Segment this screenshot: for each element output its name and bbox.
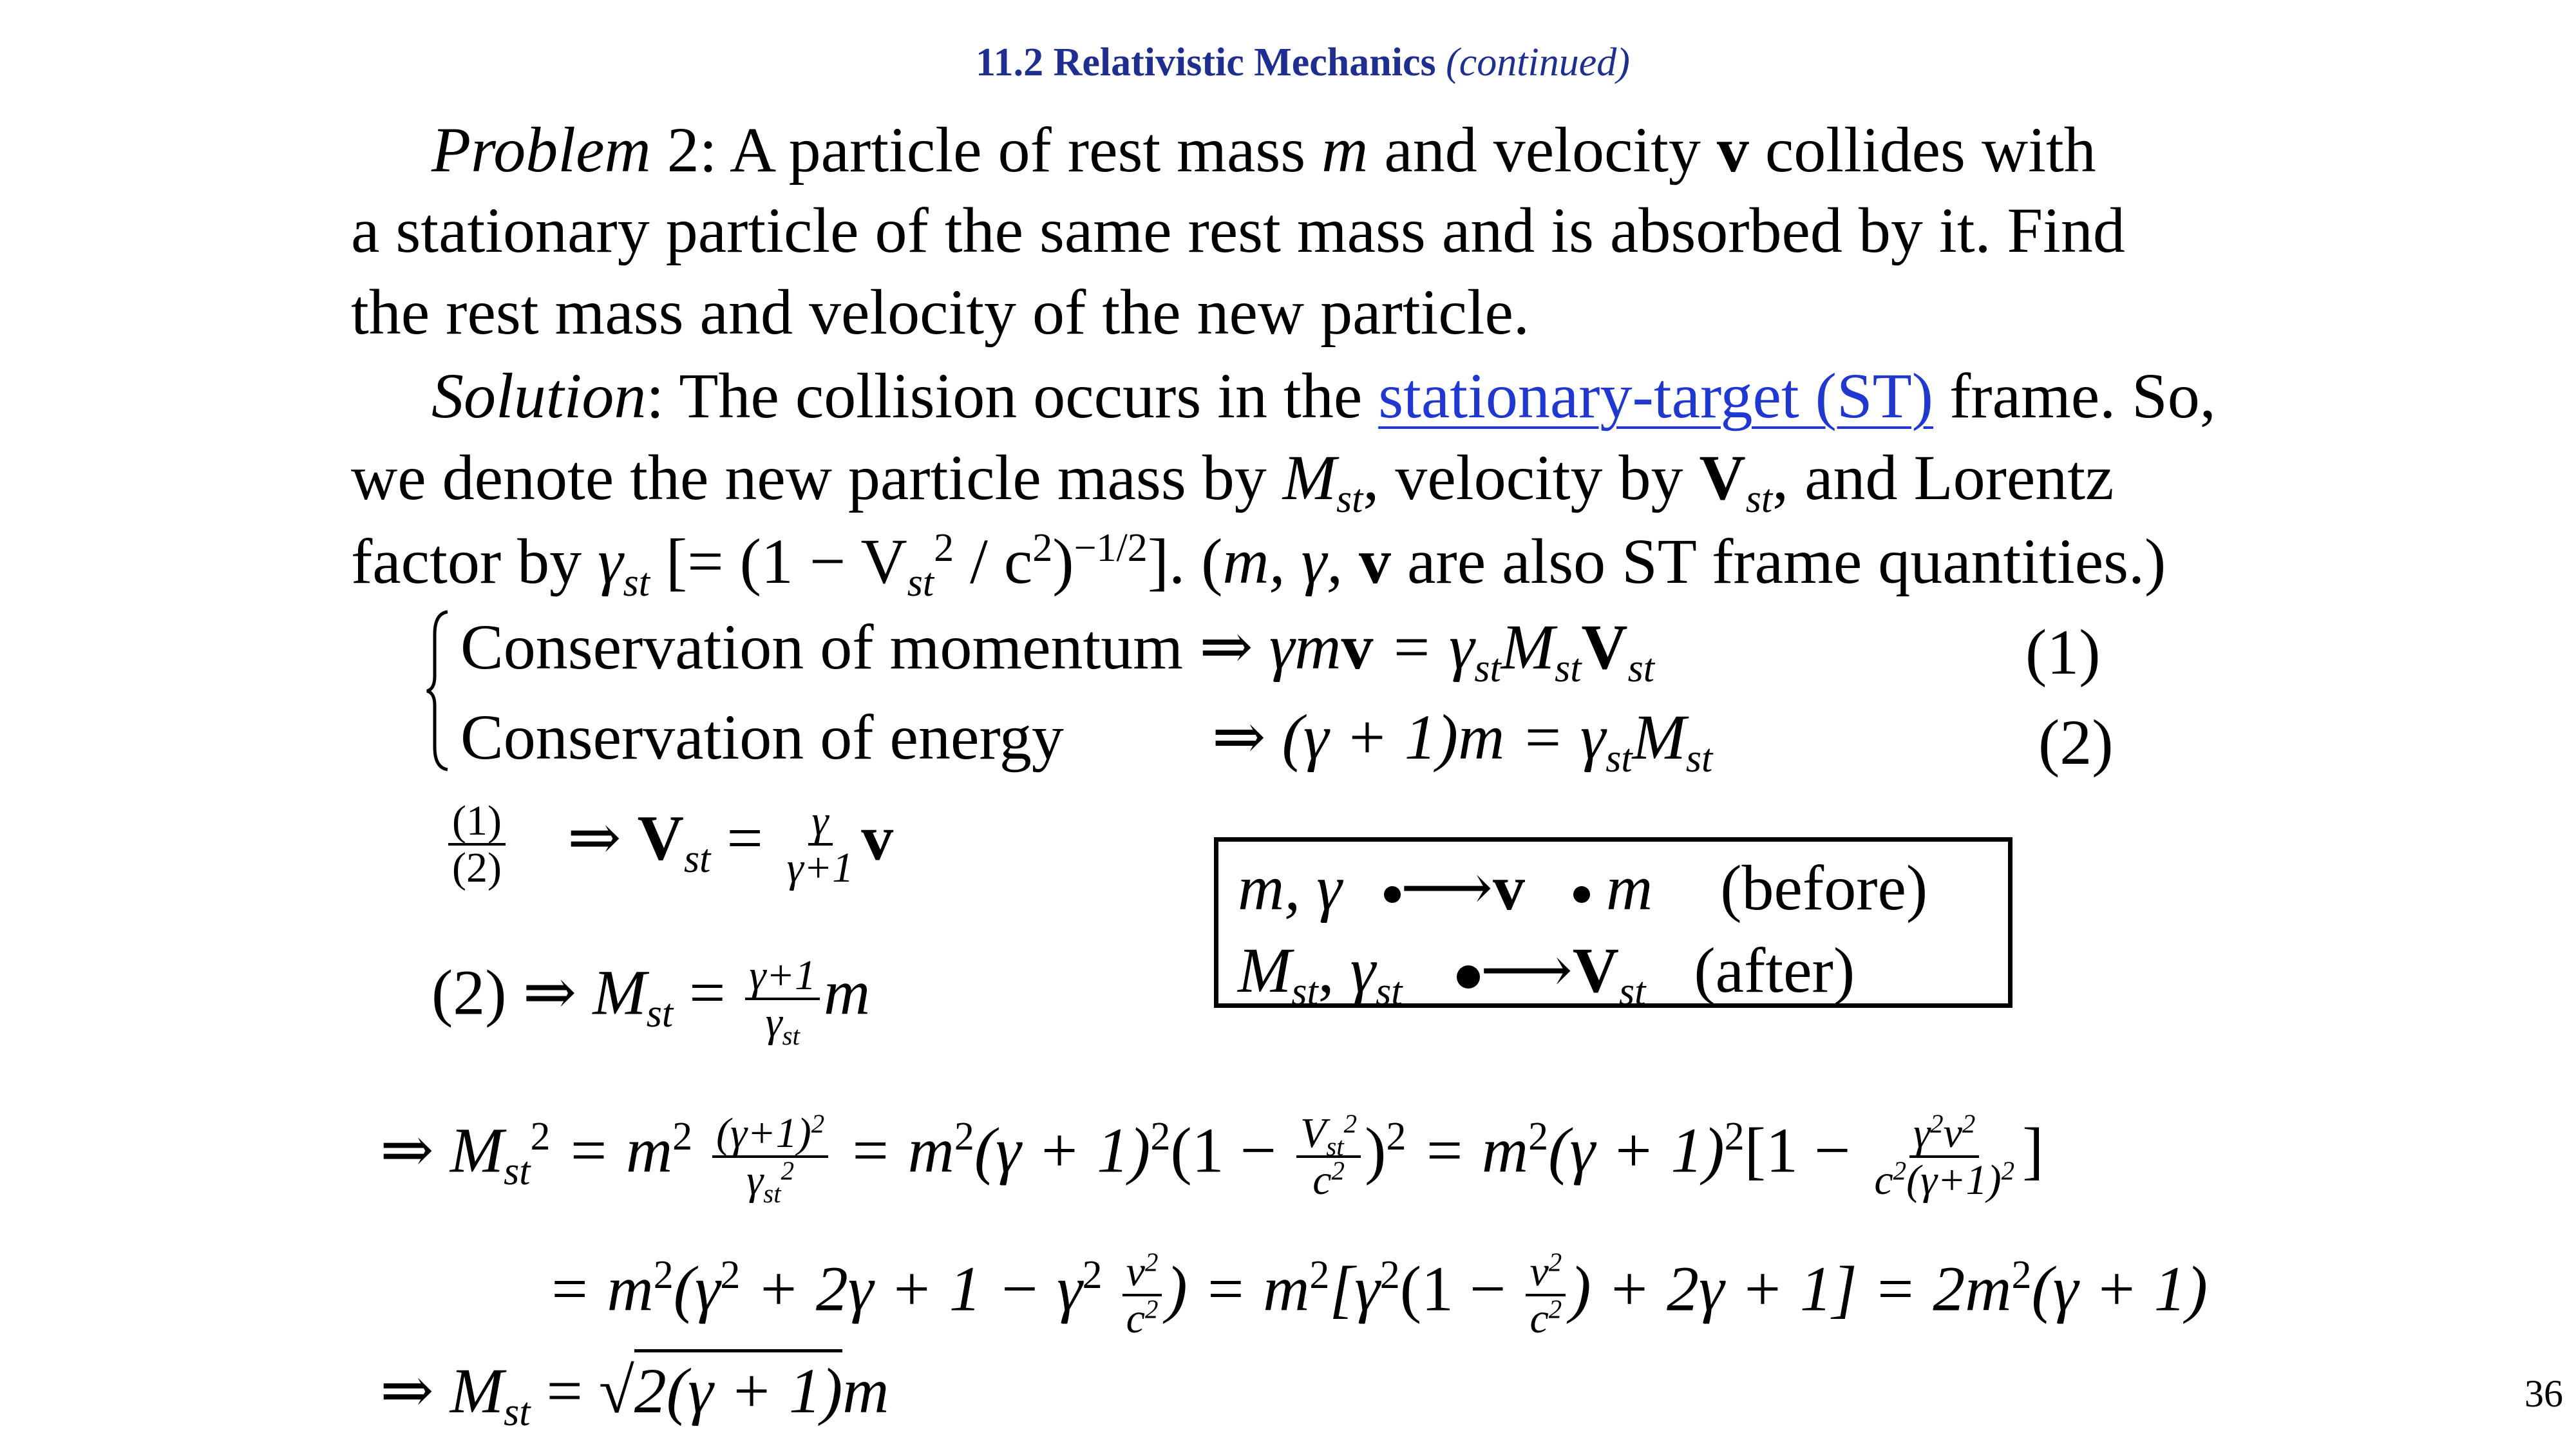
l4-b: (γ [673,1253,721,1325]
mst-den-sub: st [782,1021,800,1051]
l3-h: [1 − [1744,1114,1851,1186]
diagram-before-label: (before) [1720,852,1928,923]
solution-line-3 [351,526,2166,605]
l3-c: (γ + 1) [974,1114,1151,1186]
mst-M-sub: st [646,992,674,1036]
diagram-after-gamma-sub: st [1376,969,1403,1014]
diagram-before-v: v [1492,852,1525,923]
momentum-eq-lhs: γm [1269,611,1341,683]
momentum-eq-mid: = γ [1389,611,1475,683]
momentum-v: v [1341,611,1374,683]
l4-h: (γ + 1) [2031,1253,2208,1325]
gamma-st-symbol: γ [598,526,623,597]
final-m: m [842,1355,889,1426]
l4-c: + 2γ + 1 − γ [756,1253,1083,1325]
solution-line3-vars: m, γ, [1222,526,1343,597]
diagram-after-label: (after) [1694,934,1855,1006]
problem-label: Problem [431,114,651,185]
en-M: M [1632,701,1686,773]
ratio-fraction [448,799,506,891]
l3-frac2-den-sq: 2 [1331,1156,1345,1186]
en-M-sub: st [1685,736,1713,781]
l3-frac3-den [1870,1158,2018,1202]
mom-M: M [1501,611,1555,683]
ratio-den: (2) [452,844,502,892]
problem-line1-mid: and velocity [1384,114,1701,185]
l3-frac3-num [1909,1111,1979,1158]
v-st-sub: st [907,560,934,605]
diagram-stationary-m: m [1605,852,1653,923]
l4-d: ) = m [1166,1253,1310,1325]
l3-frac1-den-sub: st [763,1179,781,1209]
l4-frac2-num-sq: 2 [1548,1247,1562,1277]
mst-m: m [824,956,871,1028]
diagram-after-M-sub: st [1291,969,1318,1014]
mst-M: M [592,956,647,1028]
l3-frac3-den-g: (γ+1) [1906,1157,2002,1204]
vst-fraction [783,799,858,891]
l3-frac3 [1870,1111,2018,1203]
momentum-label: Conservation of momentum [460,611,1184,683]
equation-number-2: (2) [2038,706,2114,778]
l3-frac3-den-c: c [1874,1157,1893,1204]
l4-frac1 [1122,1249,1162,1341]
page-number: 36 [2524,1372,2563,1415]
particle-dot-1 [1384,886,1401,903]
l3-M-sq: 2 [530,1115,551,1159]
l4-frac1-den-sq: 2 [1144,1294,1159,1324]
l3-M-sub: st [504,1150,531,1194]
mst-derivation: (2) ⇒ $M_{st}$ = $\frac{\gamma+1}{\gamma_{st}}$ m [431,952,871,1051]
mom-V: V [1581,611,1628,683]
equation-number-1: (1) [2025,616,2101,688]
l3-frac1-den-sq: 2 [781,1156,795,1186]
l3-a: = m [566,1114,673,1186]
l3-frac1-den [743,1156,798,1209]
velocity-symbol: v [1716,114,1749,185]
l3-frac1-num-text: (γ+1) [716,1110,811,1157]
implies-2: ⇒ [1211,701,1266,773]
particle-dot-merged [1457,965,1480,989]
l4-frac2-den-sq: 2 [1548,1294,1562,1324]
solution-line3-f: are also ST frame quantities.) [1407,526,2166,597]
momentum-row [460,611,1654,690]
mst-squared-line-2 [547,1249,2208,1341]
l3-i: ] [2022,1114,2044,1186]
before-arrow: ⟶ [1400,852,1493,923]
vst-symbol: V [1699,442,1746,513]
l4-g-sq: 2 [2011,1253,2032,1298]
vst-sub: st [1745,477,1773,521]
implies-3: ⇒ [567,802,621,874]
sqrt-content [634,1349,843,1426]
l3-frac2-num-sub: st [1326,1132,1344,1162]
left-brace [425,609,451,773]
l3-b-sq: 2 [954,1115,974,1159]
final-M: M [450,1355,504,1426]
vst-v: v [861,802,894,874]
exp-neg-half: −1/2 [1074,526,1148,570]
solution-line1-start[interactable]: The collision occurs in the [679,360,1363,431]
vst-V: V [637,802,684,874]
mst-symbol: M [1282,442,1337,513]
l3-frac1-num [712,1111,828,1158]
solution-line2-b: , velocity by [1363,442,1683,513]
problem-line-1 [431,114,2096,185]
l3-frac2-num [1296,1109,1361,1162]
l4-frac1-den [1122,1296,1162,1341]
implies-5: ⇒ [380,1114,434,1186]
l4-g: ) + 2γ + 1] = 2m [1569,1253,2012,1325]
l4-frac2-num [1526,1249,1566,1296]
l3-e: ) [1365,1114,1387,1186]
l4-frac1-num [1122,1249,1162,1296]
header-close-paren: ) [1616,41,1630,84]
solution-line3-a: factor by [351,526,582,597]
mst-num: γ+1 [745,953,820,1000]
solution-line2-c: , and Lorentz [1772,442,2114,513]
diagram-before-mass: m, γ [1238,852,1342,923]
stationary-target-link[interactable]: stationary-target (ST) [1378,360,1933,431]
mst-squared-line-1 [380,1109,2044,1209]
l3-d: (1 − [1170,1114,1277,1186]
solution-line3-b: [= (1 − V [665,526,907,597]
l3-frac2-num-sq: 2 [1343,1109,1358,1139]
mst-fraction [745,952,820,1051]
after-arrow: ⟶ [1480,934,1573,1006]
mom-M-sub: st [1555,646,1582,690]
solution-line-2 [351,442,2114,521]
l3-frac1-num-sq: 2 [811,1109,825,1139]
v-st-sq: 2 [934,526,954,570]
energy-label: Conservation of energy [460,701,1064,773]
l3-frac2 [1296,1111,1361,1203]
vst-derivation: $\frac{(1)}{(2)}$ ⇒ $V_{st}$ = $\frac{\gamma}{\gamma+1}$ v [444,799,893,891]
l4-f: (1 − [1399,1253,1506,1325]
v-bold: v [1359,526,1392,597]
l4-frac1-den-c: c [1126,1295,1145,1343]
mom-gamma-sub: st [1474,646,1501,690]
l3-frac2-den [1309,1158,1349,1202]
mst-den-gamma: γ [765,999,782,1046]
final-M-sub: st [504,1390,531,1434]
l4-e-sq: 2 [1379,1253,1400,1298]
l3-f-sq: 2 [1528,1115,1549,1159]
l3-b: = m [848,1114,954,1186]
solution-line3-e: ]. ( [1147,526,1223,597]
mst-final [380,1355,889,1434]
energy-row [460,701,1713,781]
implies-6: ⇒ [380,1355,434,1426]
header-continued: continued [1459,41,1617,84]
l3-frac3-num-v: v [1943,1110,1962,1157]
problem-line1-text: A particle of rest mass [729,114,1306,185]
l4-e: [γ [1329,1253,1380,1325]
l3-c-sq: 2 [1150,1115,1171,1159]
final-eq: = [546,1355,599,1426]
solution-line1-end: frame. So, [1949,360,2216,431]
l3-frac1-den-text: γ [746,1157,764,1204]
en-gamma-sub: st [1605,736,1633,781]
mom-V-sub: st [1627,646,1654,690]
implies-4: ⇒ [522,956,577,1028]
mst-eq2: (2) [431,956,507,1028]
solution-line3-c: / c [970,526,1033,597]
solution-line-1 [431,360,2216,431]
l3-frac2-num-text: V [1300,1110,1327,1157]
l4-frac1-num-sq: 2 [1144,1247,1159,1277]
l4-frac2-den [1526,1296,1566,1341]
problem-line-2: a stationary particle of the same rest mass and is absorbed by it. Find [351,194,2125,266]
l4-frac2 [1526,1249,1566,1341]
ratio-num: (1) [448,799,506,846]
mass-symbol: m [1321,114,1368,185]
vst-den: γ+1 [786,844,854,892]
header-title: 11.2 Relativistic Mechanics [976,41,1436,84]
problem-line1-end: collides with [1765,114,2096,185]
sqrt-icon: √ [598,1355,634,1426]
l4-b-sq: 2 [720,1253,741,1298]
vst-V-sub: st [683,837,711,882]
header-open-paren: ( [1446,41,1459,84]
l3-frac1 [712,1109,828,1209]
diagram-after-V-sub: st [1619,969,1646,1014]
l4-a: = m [547,1253,654,1325]
c-sq: 2 [1032,526,1053,570]
diagram-after-V: V [1572,934,1620,1006]
diagram-after-M: M [1238,934,1292,1006]
l4-c-sq: 2 [1082,1253,1103,1298]
l4-a-sq: 2 [653,1253,674,1298]
l3-frac3-num-g-sq: 2 [1930,1109,1944,1139]
problem-line-3: the rest mass and velocity of the new particle. [351,276,1530,348]
solution-line2-a: we denote the new particle mass by [351,442,1267,513]
l3-g-sq: 2 [1724,1115,1745,1159]
diagram-before-row [1238,852,1928,923]
l3-g: (γ + 1) [1548,1114,1725,1186]
collision-diagram [1214,837,2012,1014]
l4-frac2-den-c: c [1530,1295,1549,1343]
l3-f: = m [1422,1114,1529,1186]
solution-line3-d: ) [1052,526,1074,597]
problem-number: 2 [667,114,699,185]
mst-sub: st [1336,477,1363,521]
l3-frac3-den-c-sq: 2 [1893,1156,1907,1186]
l3-M: M [450,1114,504,1186]
l3-frac3-den-g-sq: 2 [2001,1156,2015,1186]
diagram-after-row: $M_{st}$, $\gamma_{st}$ $⟶V_{st}$ (after) [1238,934,1855,1014]
l3-frac3-num-g: γ [1913,1110,1931,1157]
sqrt-content-text: 2(γ + 1) [634,1355,843,1426]
energy-eq-lhs: (γ + 1)m = γ [1282,701,1606,773]
l3-frac2-den-text: c [1312,1157,1332,1204]
l4-frac2-num-v: v [1530,1248,1549,1295]
diagram-after-gamma: γ [1350,934,1376,1006]
problem-colon: : [699,114,717,185]
l3-a-sq: 2 [672,1115,693,1159]
solution-colon: : [646,360,665,431]
l4-frac1-num-v: v [1126,1248,1145,1295]
l3-frac3-num-v-sq: 2 [1962,1109,1976,1139]
l3-e-sq: 2 [1386,1115,1406,1159]
solution-label: Solution [431,360,647,431]
implies-1: ⇒ [1199,611,1253,683]
gamma-st-sub: st [623,560,650,605]
slide-header [976,40,1630,86]
l4-d-sq: 2 [1309,1253,1330,1298]
vst-num: γ [808,799,833,846]
particle-dot-2 [1573,886,1590,903]
mst-den [762,999,804,1051]
